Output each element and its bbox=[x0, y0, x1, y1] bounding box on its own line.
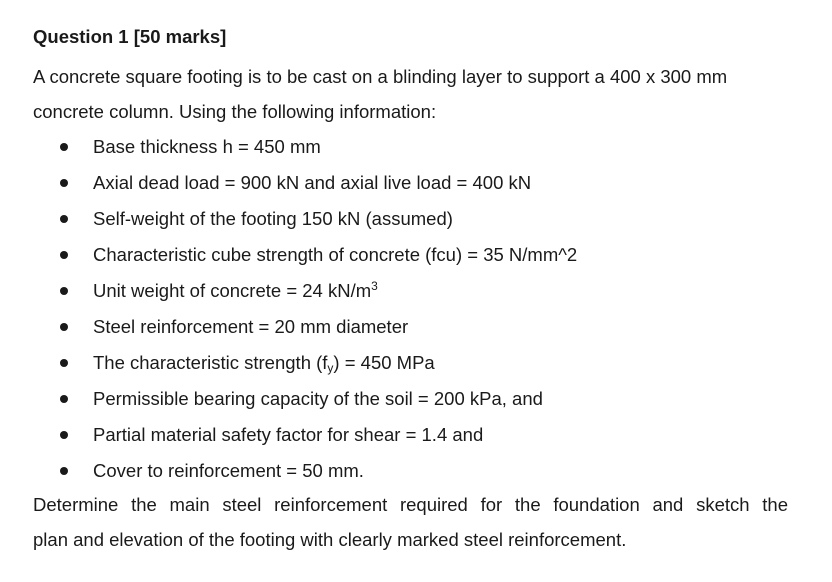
bullet-icon bbox=[60, 179, 68, 187]
question-heading: Question 1 [50 marks] bbox=[33, 26, 227, 47]
intro-line-2: concrete column. Using the following information: bbox=[33, 101, 437, 122]
char-strength-text-post: ) = 450 MPa bbox=[333, 352, 435, 373]
list-item-text: Self-weight of the footing 150 kN (assumed) bbox=[93, 208, 453, 229]
bullet-icon bbox=[60, 359, 68, 367]
list-item-text: Steel reinforcement = 20 mm diameter bbox=[93, 316, 409, 337]
list-item-text: Permissible bearing capacity of the soil = 200 kPa, and bbox=[93, 388, 543, 409]
conclusion-line-1: Determine the main steel reinforcement required for the foundation and sketch the bbox=[33, 494, 788, 515]
list-item-text: Partial material safety factor for shear = 1.4 and bbox=[93, 424, 484, 445]
char-strength-text-pre: The characteristic strength (f bbox=[93, 352, 328, 373]
bullet-icon bbox=[60, 467, 68, 475]
cubed-superscript: 3 bbox=[371, 279, 378, 293]
conclusion-line-2: plan and elevation of the footing with clearly marked steel reinforcement. bbox=[33, 529, 627, 550]
intro-line-1: A concrete square footing is to be cast on a blinding layer to support a 400 x 300 mm bbox=[33, 66, 728, 87]
bullet-icon bbox=[60, 143, 68, 151]
bullet-icon bbox=[60, 323, 68, 331]
bullet-icon bbox=[60, 287, 68, 295]
bullet-icon bbox=[60, 251, 68, 259]
list-item-text: Characteristic cube strength of concrete (fcu) = 35 N/mm^2 bbox=[93, 244, 578, 265]
bullet-icon bbox=[60, 431, 68, 439]
list-item-text: Cover to reinforcement = 50 mm. bbox=[93, 460, 364, 481]
yield-subscript: y bbox=[327, 361, 334, 375]
list-item-text bbox=[93, 280, 378, 302]
bullet-icon bbox=[60, 215, 68, 223]
list-item-text: Axial dead load = 900 kN and axial live load = 400 kN bbox=[93, 172, 532, 193]
list-item-text bbox=[93, 352, 435, 374]
list-item-text: Base thickness h = 450 mm bbox=[93, 136, 321, 157]
unit-weight-text: Unit weight of concrete = 24 kN/m bbox=[93, 280, 372, 301]
bullet-icon bbox=[60, 395, 68, 403]
